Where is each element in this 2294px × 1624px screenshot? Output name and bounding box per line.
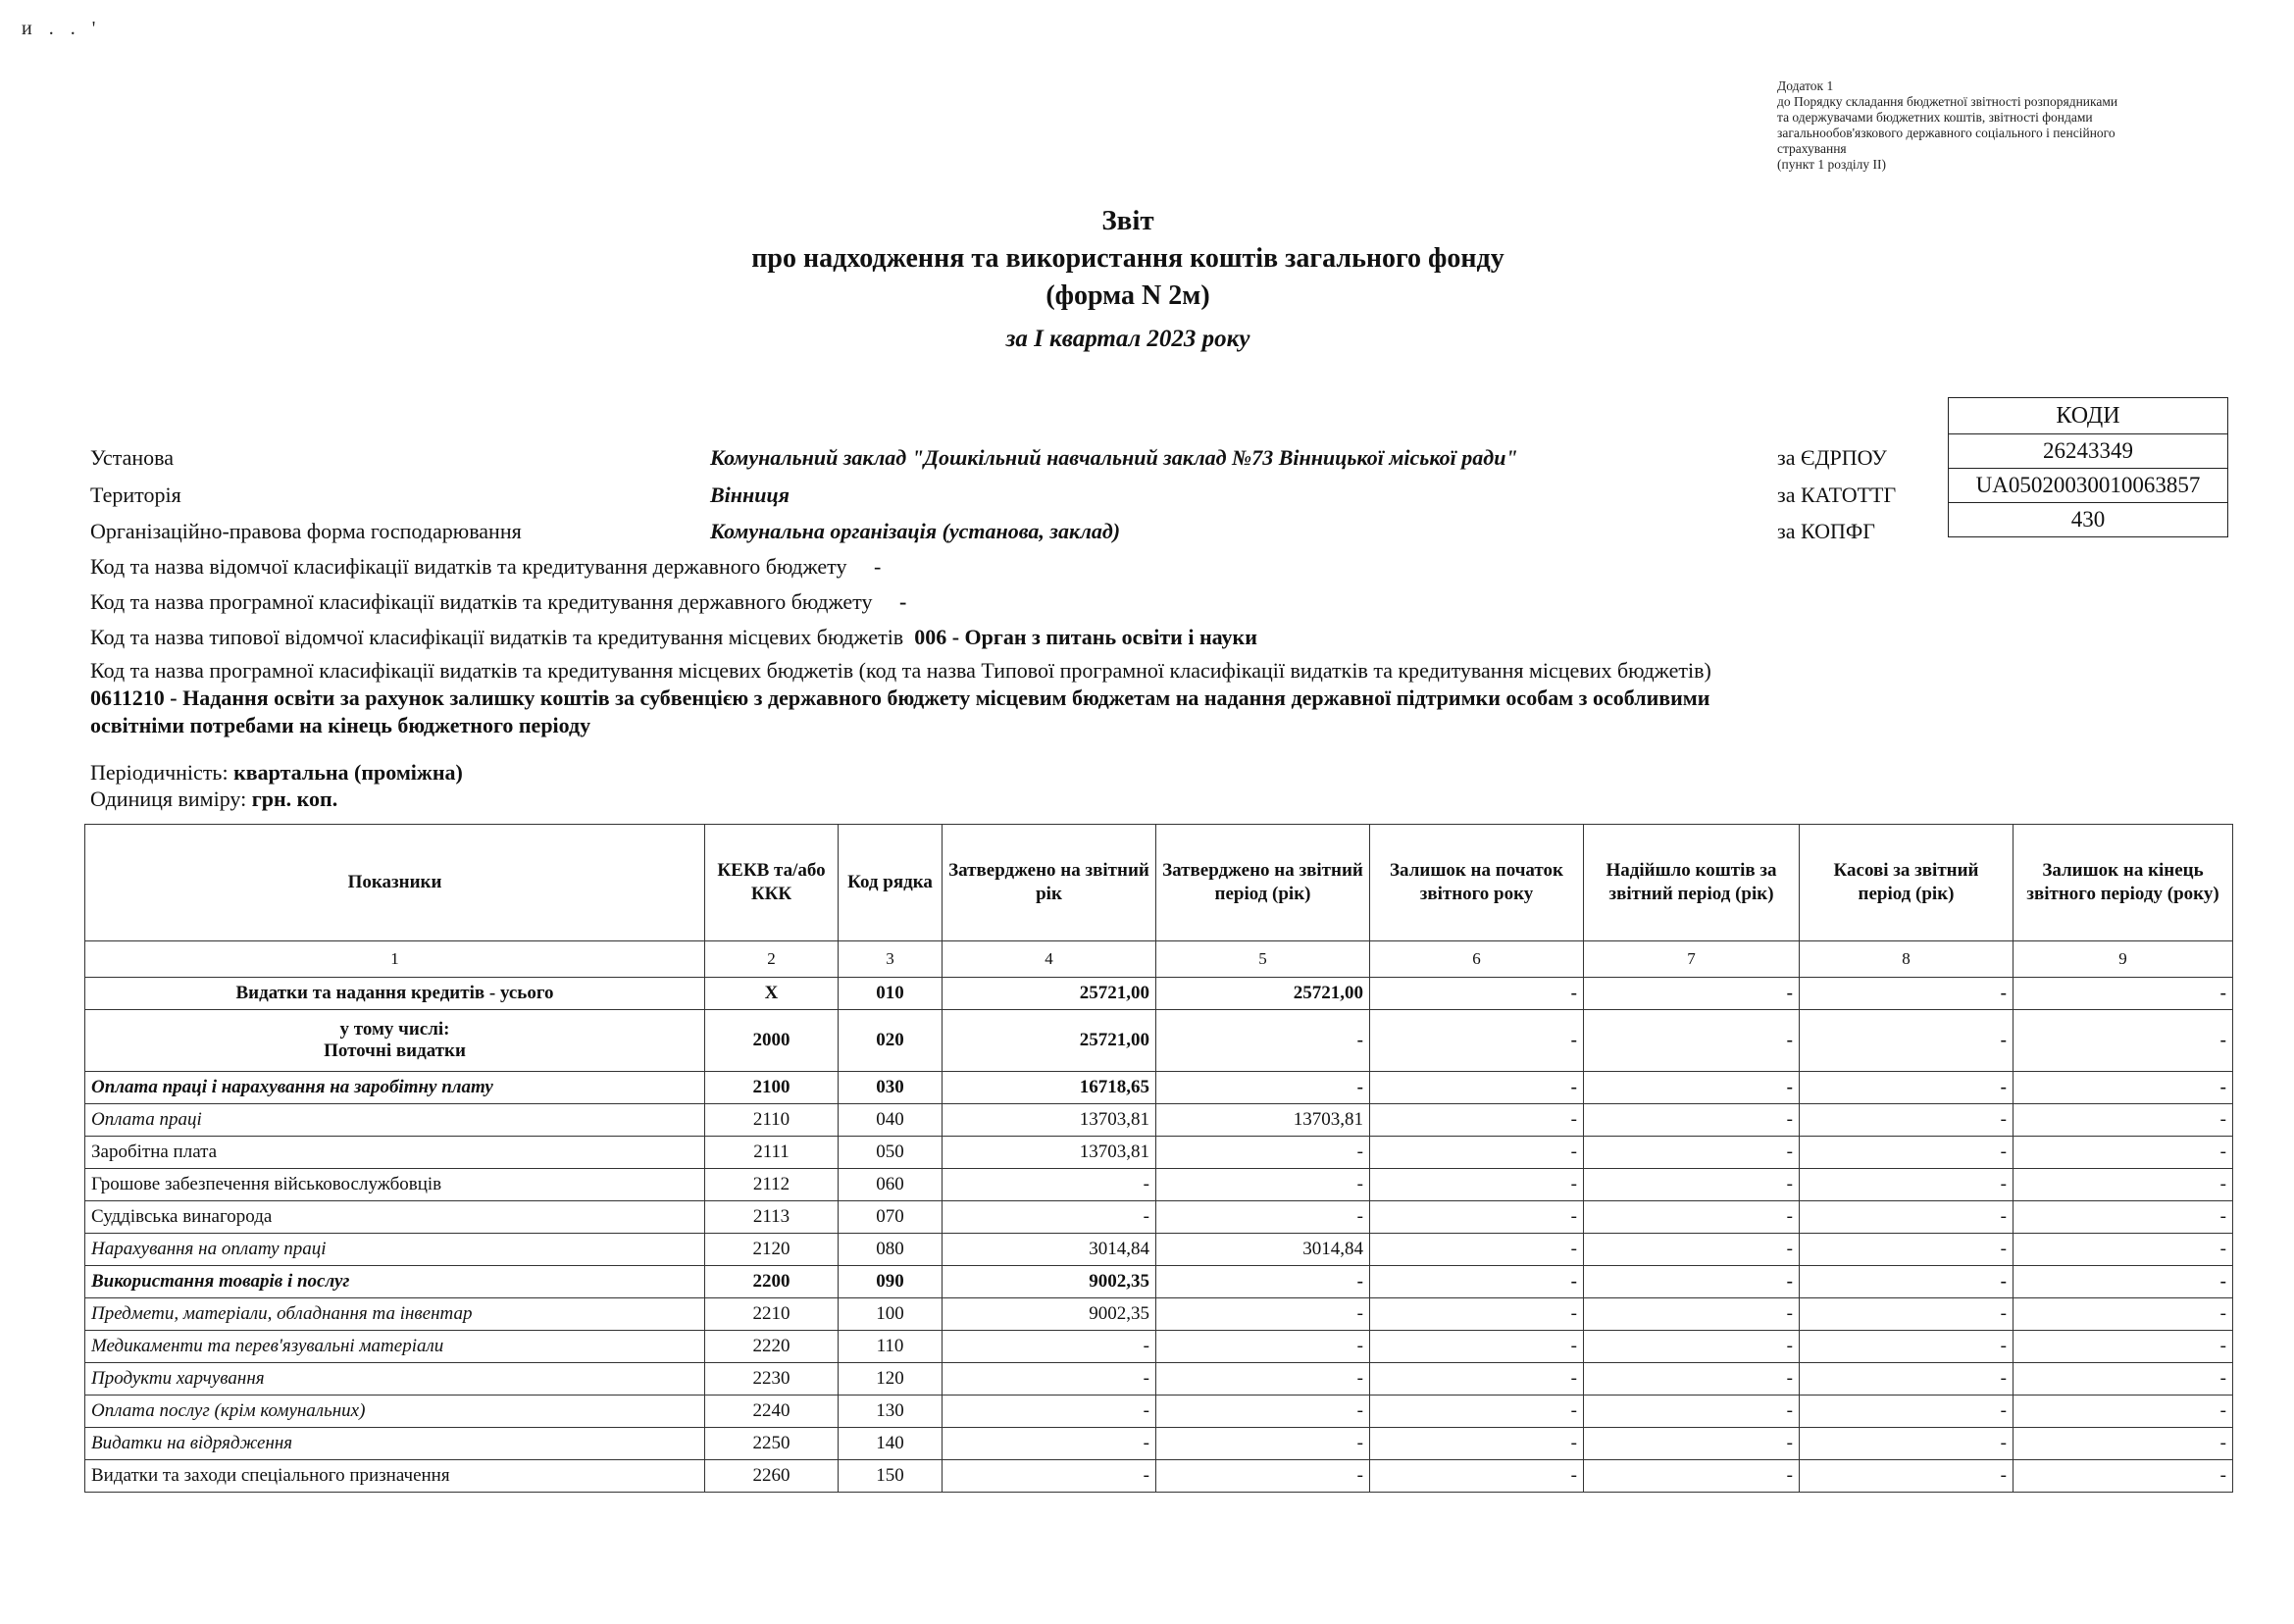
periodicity-value: квартальна (проміжна)	[233, 760, 463, 785]
cell-c5: -	[1156, 1072, 1370, 1104]
col-header: Затверджено на звітний період (рік)	[1156, 825, 1370, 941]
cell-c4: -	[943, 1169, 1156, 1201]
cell-c6: -	[1370, 1396, 1584, 1428]
cell-code: 100	[839, 1298, 943, 1331]
cell-code: 090	[839, 1266, 943, 1298]
cell-c5: -	[1156, 1428, 1370, 1460]
cell-code: 070	[839, 1201, 943, 1234]
col-number: 6	[1370, 941, 1584, 978]
cell-c9: -	[2014, 1331, 2233, 1363]
cell-kekv: 2260	[705, 1460, 839, 1493]
cell-c4: 16718,65	[943, 1072, 1156, 1104]
cell-name: Заробітна плата	[85, 1137, 705, 1169]
cell-c7: -	[1584, 1234, 1800, 1266]
cell-c8: -	[1800, 1298, 2014, 1331]
territory-value: Вінниця	[710, 482, 790, 507]
table-row	[85, 1169, 2233, 1201]
local-prog-paragraph	[90, 657, 1758, 739]
table-row	[85, 1396, 2233, 1428]
periodicity-line	[90, 760, 463, 786]
cell-c4: -	[943, 1201, 1156, 1234]
cell-kekv: 2200	[705, 1266, 839, 1298]
appendix-line: та одержувачами бюджетних коштів, звітності фондами	[1777, 110, 2093, 125]
col-number: 4	[943, 941, 1156, 978]
cell-c5: -	[1156, 1137, 1370, 1169]
cell-c4: 9002,35	[943, 1298, 1156, 1331]
cell-c9: -	[2014, 1104, 2233, 1137]
cell-code: 130	[839, 1396, 943, 1428]
table-row	[85, 1104, 2233, 1137]
appendix-line: страхування	[1777, 141, 1847, 156]
cell-c5: -	[1156, 1298, 1370, 1331]
cell-c7: -	[1584, 1010, 1800, 1072]
org-form-value: Комунальна організація (установа, заклад)	[710, 519, 1121, 543]
cell-c5: -	[1156, 1331, 1370, 1363]
cell-c7: -	[1584, 1072, 1800, 1104]
cell-c7: -	[1584, 1104, 1800, 1137]
cell-c7: -	[1584, 1331, 1800, 1363]
kopfg-label: за КОПФГ	[1777, 519, 1875, 543]
codes-table	[1948, 397, 2228, 537]
col-number: 3	[839, 941, 943, 978]
cell-c4: 13703,81	[943, 1137, 1156, 1169]
local-prog-value: 0611210 - Надання освіти за рахунок залишку коштів за субвенцією з державного бюджету місцевим бюджетам на надання державної підтримки особам з особливими освітніми потребами на кінець бюджетного періоду	[90, 685, 1710, 737]
unit-value: грн. коп.	[251, 787, 338, 811]
cell-code: 150	[839, 1460, 943, 1493]
cell-c9: -	[2014, 1363, 2233, 1396]
cell-c9: -	[2014, 1072, 2233, 1104]
cell-c5: -	[1156, 1396, 1370, 1428]
col-number: 5	[1156, 941, 1370, 978]
col-header: Показники	[85, 825, 705, 941]
col-header: Залишок на початок звітного року	[1370, 825, 1584, 941]
cell-c8: -	[1800, 1363, 2014, 1396]
cell-kekv: 2000	[705, 1010, 839, 1072]
cell-c5: 3014,84	[1156, 1234, 1370, 1266]
cell-name: Нарахування на оплату праці	[85, 1234, 705, 1266]
cell-c9: -	[2014, 1460, 2233, 1493]
cell-c5: 25721,00	[1156, 978, 1370, 1010]
cell-c4: 25721,00	[943, 978, 1156, 1010]
cell-c6: -	[1370, 978, 1584, 1010]
typical-class-label: Код та назва типової відомчої класифікації видатків та кредитування місцевих бюджетів	[90, 625, 904, 649]
cell-kekv: 2230	[705, 1363, 839, 1396]
corner-mark: и . . '	[22, 18, 102, 39]
prog-class-line	[90, 589, 906, 615]
cell-c9: -	[2014, 1396, 2233, 1428]
cell-code: 120	[839, 1363, 943, 1396]
cell-kekv: 2110	[705, 1104, 839, 1137]
cell-c4: -	[943, 1460, 1156, 1493]
cell-c8: -	[1800, 1428, 2014, 1460]
cell-c8: -	[1800, 1072, 2014, 1104]
title-line-1: Звіт	[1101, 205, 1154, 236]
cell-c6: -	[1370, 1428, 1584, 1460]
cell-c8: -	[1800, 1266, 2014, 1298]
col-header: КЕКВ та/або ККК	[705, 825, 839, 941]
cell-c8: -	[1800, 1460, 2014, 1493]
cell-c5: -	[1156, 1010, 1370, 1072]
cell-name: Оплата праці	[85, 1104, 705, 1137]
cell-c7: -	[1584, 1428, 1800, 1460]
cell-code: 040	[839, 1104, 943, 1137]
org-form-label: Організаційно-правова форма господарювання	[90, 519, 522, 543]
col-number: 8	[1800, 941, 2014, 978]
cell-code: 020	[839, 1010, 943, 1072]
cell-name: Предмети, матеріали, обладнання та інвентар	[85, 1298, 705, 1331]
appendix-note	[1777, 78, 2228, 173]
cell-c7: -	[1584, 1460, 1800, 1493]
cell-c6: -	[1370, 1234, 1584, 1266]
cell-c4: -	[943, 1396, 1156, 1428]
cell-c5: -	[1156, 1460, 1370, 1493]
cell-c9: -	[2014, 1298, 2233, 1331]
cell-name: Видатки на відрядження	[85, 1428, 705, 1460]
table-row	[85, 1331, 2233, 1363]
col-number: 9	[2014, 941, 2233, 978]
report-table	[84, 824, 2233, 1493]
cell-kekv: 2240	[705, 1396, 839, 1428]
cell-kekv: 2100	[705, 1072, 839, 1104]
table-row	[85, 978, 2233, 1010]
cell-c6: -	[1370, 1331, 1584, 1363]
cell-c8: -	[1800, 1169, 2014, 1201]
dept-class-label: Код та назва відомчої класифікації видатків та кредитування державного бюджету	[90, 554, 847, 579]
cell-kekv: 2113	[705, 1201, 839, 1234]
periodicity-label: Періодичність:	[90, 760, 229, 785]
cell-c5: 13703,81	[1156, 1104, 1370, 1137]
cell-name: Видатки та надання кредитів - усього	[85, 978, 705, 1010]
cell-c7: -	[1584, 1137, 1800, 1169]
table-row	[85, 1460, 2233, 1493]
cell-c8: -	[1800, 1234, 2014, 1266]
cell-c8: -	[1800, 1396, 2014, 1428]
cell-c9: -	[2014, 978, 2233, 1010]
cell-c4: 25721,00	[943, 1010, 1156, 1072]
cell-c6: -	[1370, 1363, 1584, 1396]
cell-c7: -	[1584, 1396, 1800, 1428]
cell-code: 140	[839, 1428, 943, 1460]
col-number: 7	[1584, 941, 1800, 978]
cell-c8: -	[1800, 1137, 2014, 1169]
code-kopfg: 430	[1949, 503, 2228, 537]
cell-c7: -	[1584, 1201, 1800, 1234]
code-katottg: UA05020030010063857	[1949, 469, 2228, 503]
cell-kekv: 2111	[705, 1137, 839, 1169]
cell-c5: -	[1156, 1266, 1370, 1298]
col-header: Код рядка	[839, 825, 943, 941]
cell-c8: -	[1800, 1010, 2014, 1072]
cell-c6: -	[1370, 1298, 1584, 1331]
cell-name: Суддівська винагорода	[85, 1201, 705, 1234]
col-header: Касові за звітний період (рік)	[1800, 825, 2014, 941]
col-header: Залишок на кінець звітного періоду (року)	[2014, 825, 2233, 941]
cell-c5: -	[1156, 1363, 1370, 1396]
cell-kekv: 2112	[705, 1169, 839, 1201]
table-row	[85, 1266, 2233, 1298]
cell-c4: 3014,84	[943, 1234, 1156, 1266]
table-row	[85, 1072, 2233, 1104]
cell-c8: -	[1800, 1104, 2014, 1137]
cell-c7: -	[1584, 1298, 1800, 1331]
unit-label: Одиниця виміру:	[90, 787, 247, 811]
cell-c6: -	[1370, 1104, 1584, 1137]
col-header: Затверджено на звітний рік	[943, 825, 1156, 941]
col-number: 2	[705, 941, 839, 978]
cell-name: Оплата послуг (крім комунальних)	[85, 1396, 705, 1428]
cell-code: 030	[839, 1072, 943, 1104]
cell-c6: -	[1370, 1072, 1584, 1104]
cell-c9: -	[2014, 1234, 2233, 1266]
cell-c6: -	[1370, 1169, 1584, 1201]
cell-c9: -	[2014, 1428, 2233, 1460]
appendix-line: до Порядку складання бюджетної звітності розпорядниками	[1777, 94, 2118, 109]
dept-class-value: -	[873, 554, 882, 579]
cell-c6: -	[1370, 1201, 1584, 1234]
cell-code: 110	[839, 1331, 943, 1363]
cell-c7: -	[1584, 978, 1800, 1010]
cell-code: 080	[839, 1234, 943, 1266]
cell-kekv: X	[705, 978, 839, 1010]
cell-c8: -	[1800, 978, 2014, 1010]
cell-name: Видатки та заходи спеціального призначення	[85, 1460, 705, 1493]
code-edrpou: 26243349	[1949, 434, 2228, 469]
cell-c4: 9002,35	[943, 1266, 1156, 1298]
cell-kekv: 2220	[705, 1331, 839, 1363]
col-number: 1	[85, 941, 705, 978]
cell-name: Використання товарів і послуг	[85, 1266, 705, 1298]
table-row	[85, 1363, 2233, 1396]
cell-c5: -	[1156, 1201, 1370, 1234]
cell-c7: -	[1584, 1169, 1800, 1201]
table-header-row	[85, 825, 2233, 941]
cell-c5: -	[1156, 1169, 1370, 1201]
col-header: Надійшло коштів за звітний період (рік)	[1584, 825, 1800, 941]
appendix-line: загальнообов'язкового державного соціального і пенсійного	[1777, 126, 2116, 140]
institution-value: Комунальний заклад "Дошкільний навчальний заклад №73 Вінницької міської ради"	[710, 445, 1518, 470]
cell-code: 010	[839, 978, 943, 1010]
cell-kekv: 2120	[705, 1234, 839, 1266]
territory-label: Територія	[90, 482, 181, 507]
cell-kekv: 2250	[705, 1428, 839, 1460]
cell-c9: -	[2014, 1169, 2233, 1201]
cell-c4: -	[943, 1428, 1156, 1460]
cell-name: у тому числі: Поточні видатки	[85, 1010, 705, 1072]
column-numbers-row	[85, 941, 2233, 978]
cell-name: Грошове забезпечення військовослужбовців	[85, 1169, 705, 1201]
cell-c7: -	[1584, 1363, 1800, 1396]
edrpou-label: за ЄДРПОУ	[1777, 445, 1887, 470]
table-row	[85, 1137, 2233, 1169]
prog-class-label: Код та назва програмної класифікації видатків та кредитування державного бюджету	[90, 589, 873, 614]
katottg-label: за КАТОТТГ	[1777, 482, 1897, 507]
title-line-3: (форма N 2м)	[1045, 280, 1210, 311]
table-row	[85, 1428, 2233, 1460]
typical-class-value: 006 - Орган з питань освіти і науки	[914, 625, 1257, 649]
cell-c6: -	[1370, 1010, 1584, 1072]
cell-code: 050	[839, 1137, 943, 1169]
prog-class-value: -	[898, 589, 907, 614]
cell-name: Медикаменти та перев'язувальні матеріали	[85, 1331, 705, 1363]
cell-c9: -	[2014, 1137, 2233, 1169]
codes-header: КОДИ	[1949, 398, 2228, 434]
table-row	[85, 1298, 2233, 1331]
table-row	[85, 1234, 2233, 1266]
cell-c9: -	[2014, 1201, 2233, 1234]
appendix-line: Додаток 1	[1777, 78, 1834, 93]
report-title	[530, 201, 1726, 356]
cell-code: 060	[839, 1169, 943, 1201]
cell-c8: -	[1800, 1201, 2014, 1234]
title-line-2: про надходження та використання коштів загального фонду	[751, 243, 1504, 274]
cell-name: Продукти харчування	[85, 1363, 705, 1396]
institution-label: Установа	[90, 445, 174, 470]
cell-c9: -	[2014, 1266, 2233, 1298]
unit-line	[90, 787, 337, 812]
cell-c8: -	[1800, 1331, 2014, 1363]
cell-kekv: 2210	[705, 1298, 839, 1331]
cell-c9: -	[2014, 1010, 2233, 1072]
typical-class-line	[90, 625, 1257, 650]
report-period: за I квартал 2023 року	[1005, 326, 1250, 352]
local-prog-label: Код та назва програмної класифікації видатків та кредитування місцевих бюджетів (код та назва Типової програмної класифікації видатків та кредитування місцевих бюджетів)	[90, 658, 1711, 683]
cell-c7: -	[1584, 1266, 1800, 1298]
cell-c6: -	[1370, 1266, 1584, 1298]
cell-c6: -	[1370, 1137, 1584, 1169]
cell-c4: 13703,81	[943, 1104, 1156, 1137]
table-row	[85, 1010, 2233, 1072]
appendix-line: (пункт 1 розділу II)	[1777, 157, 1887, 172]
cell-c4: -	[943, 1363, 1156, 1396]
table-row	[85, 1201, 2233, 1234]
cell-c6: -	[1370, 1460, 1584, 1493]
dept-class-line	[90, 554, 881, 580]
cell-c4: -	[943, 1331, 1156, 1363]
cell-name: Оплата праці і нарахування на заробітну плату	[85, 1072, 705, 1104]
